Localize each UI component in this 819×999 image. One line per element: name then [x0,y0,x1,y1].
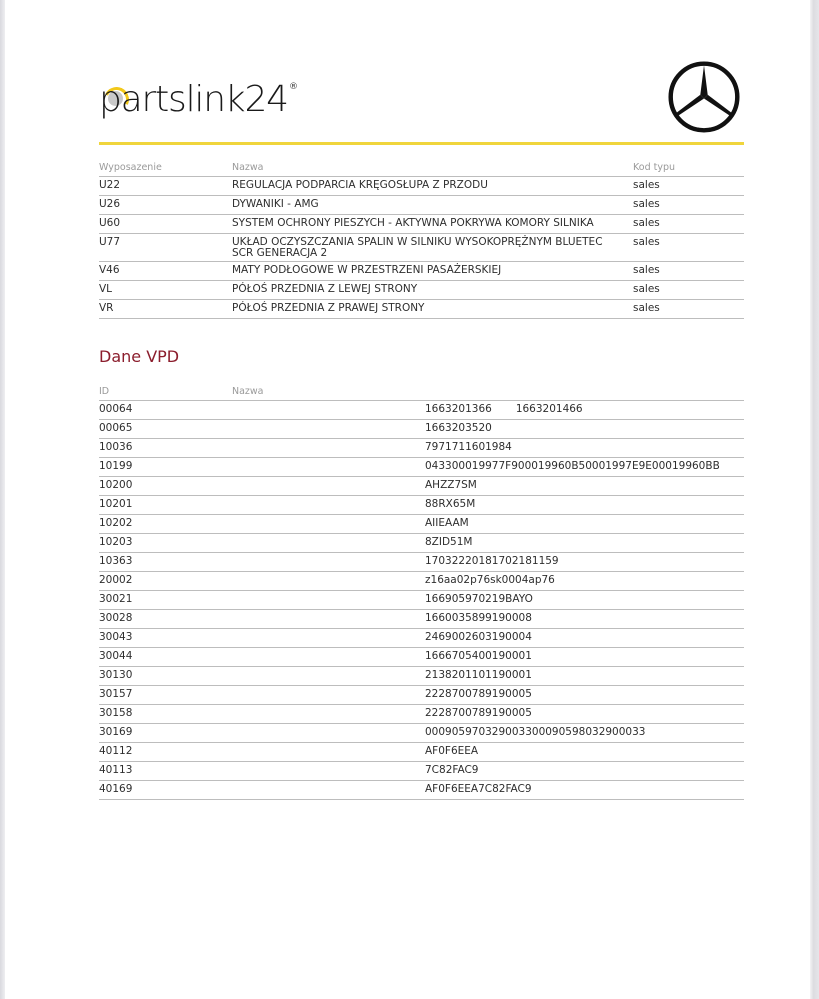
vpd-id: 20002 [99,572,232,591]
header-value [425,382,744,401]
vpd-value-cell [425,572,744,591]
equipment-type: sales [633,281,744,300]
vpd-value-cell [425,610,744,629]
vpd-value-cell [425,762,744,781]
vpd-id: 30043 [99,629,232,648]
table-row [99,781,744,800]
vpd-value: 166905970219BAYO [425,593,533,605]
vpd-name [232,591,425,610]
table-row [99,262,744,281]
vpd-value-cell [425,705,744,724]
vpd-value: 2228700789190005 [425,688,532,700]
vpd-name [232,762,425,781]
header-divider [99,142,744,145]
vpd-name [232,458,425,477]
vpd-table [99,382,744,800]
equipment-type: sales [633,215,744,234]
vpd-id: 30169 [99,724,232,743]
vpd-name [232,648,425,667]
vpd-name [232,496,425,515]
table-row [99,401,744,420]
vpd-id: 30028 [99,610,232,629]
vpd-name [232,667,425,686]
table-row [99,177,744,196]
vpd-value: AIIEAAM [425,517,469,529]
vpd-value-cell [425,420,744,439]
header-type-code: Kod typu [633,158,744,177]
vpd-value-cell [425,648,744,667]
table-row [99,496,744,515]
vpd-value: 2469002603190004 [425,631,532,643]
vpd-name [232,534,425,553]
vpd-value: 2138201101190001 [425,669,532,681]
table-row [99,458,744,477]
vpd-value-cell [425,477,744,496]
vpd-value-cell [425,724,744,743]
vpd-id: 10200 [99,477,232,496]
equipment-type: sales [633,300,744,319]
vpd-value: AF0F6EEA [425,745,479,757]
vpd-value-cell [425,667,744,686]
vpd-value: 2228700789190005 [425,707,532,719]
vpd-value-cell [425,686,744,705]
table-row [99,686,744,705]
equipment-table [99,158,744,319]
equipment-code: U22 [99,177,232,196]
equipment-code: U60 [99,215,232,234]
vpd-value: 1663201366 [425,403,492,415]
vpd-value: z16aa02p76sk0004ap76 [425,574,555,586]
registered-mark: ® [289,82,298,92]
equipment-type: sales [633,262,744,281]
vpd-value-cell [425,439,744,458]
vpd-value-cell [425,496,744,515]
vpd-value: 88RX65M [425,498,476,510]
equipment-name: PÓŁOŚ PRZEDNIA Z PRAWEJ STRONY [232,300,633,319]
table-row [99,591,744,610]
vpd-value-cell [425,515,744,534]
table-row [99,534,744,553]
table-row [99,667,744,686]
vpd-name [232,686,425,705]
equipment-name: DYWANIKI - AMG [232,196,633,215]
table-row [99,477,744,496]
vpd-value: 1666705400190001 [425,650,532,662]
table-row [99,215,744,234]
equipment-name: SYSTEM OCHRONY PIESZYCH - AKTYWNA POKRYWA KOMORY SILNIKA [232,215,633,234]
table-row [99,553,744,572]
vpd-value: AF0F6EEA7C82FAC9 [425,783,532,795]
vpd-header-row [99,382,744,401]
vpd-id: 10363 [99,553,232,572]
vpd-value-cell [425,553,744,572]
equipment-type: sales [633,177,744,196]
vpd-name [232,743,425,762]
vpd-name [232,724,425,743]
page-edge-left [0,0,5,999]
header-id: ID [99,382,232,401]
table-row [99,629,744,648]
vpd-id: 40112 [99,743,232,762]
table-row [99,648,744,667]
vpd-id: 10203 [99,534,232,553]
vpd-name [232,629,425,648]
equipment-code: V46 [99,262,232,281]
header-equipment: Wyposazenie [99,158,232,177]
vpd-section-title: Dane VPD [99,347,180,366]
equipment-name: MATY PODŁOGOWE W PRZESTRZENI PASAŻERSKIEJ [232,262,633,281]
vpd-name [232,705,425,724]
scrollbar[interactable] [810,0,819,999]
vpd-value: 17032220181702181159 [425,555,559,567]
table-row [99,196,744,215]
vpd-id: 30021 [99,591,232,610]
vpd-id: 10202 [99,515,232,534]
vpd-name [232,572,425,591]
equipment-type: sales [633,196,744,215]
equipment-code: VR [99,300,232,319]
vpd-name [232,610,425,629]
header-name: Nazwa [232,382,425,401]
vpd-id: 30158 [99,705,232,724]
vpd-id: 10036 [99,439,232,458]
vpd-id: 10199 [99,458,232,477]
vpd-value: 043300019977F900019960B50001997E9E00019960BB [425,460,720,472]
vpd-value-cell [425,743,744,762]
vpd-id: 00065 [99,420,232,439]
equipment-type: sales [633,234,744,262]
vpd-value: 7971711601984 [425,441,512,453]
vpd-value: AHZZ7SM [425,479,477,491]
vpd-name [232,477,425,496]
vpd-value: 8ZID51M [425,536,473,548]
vpd-value-cell [425,401,744,420]
vpd-name [232,439,425,458]
vpd-value-cell [425,629,744,648]
vpd-value-cell [425,458,744,477]
vpd-id: 40169 [99,781,232,800]
vpd-value: 1663203520 [425,422,492,434]
equipment-name: PÓŁOŚ PRZEDNIA Z LEWEJ STRONY [232,281,633,300]
table-row [99,610,744,629]
vpd-value: 000905970329003300090598032900033 [425,726,646,738]
table-row [99,234,744,262]
vpd-id: 30044 [99,648,232,667]
vpd-name [232,781,425,800]
equipment-name: REGULACJA PODPARCIA KRĘGOSŁUPA Z PRZODU [232,177,633,196]
table-row [99,724,744,743]
equipment-name: UKŁAD OCZYSZCZANIA SPALIN W SILNIKU WYSOKOPRĘŻNYM BLUETEC SCR GENERACJA 2 [232,234,633,262]
equipment-header-row [99,158,744,177]
vpd-value-cell [425,781,744,800]
table-row [99,281,744,300]
mercedes-star-icon [667,60,741,134]
equipment-code: U77 [99,234,232,262]
vpd-id: 40113 [99,762,232,781]
table-row [99,515,744,534]
table-row [99,705,744,724]
table-row [99,762,744,781]
equipment-code: VL [99,281,232,300]
vpd-id: 30130 [99,667,232,686]
table-row [99,743,744,762]
vpd-id: 30157 [99,686,232,705]
vpd-name [232,401,425,420]
vpd-id: 10201 [99,496,232,515]
vpd-name [232,553,425,572]
vpd-value-cell [425,591,744,610]
vpd-name [232,515,425,534]
vpd-value: 7C82FAC9 [425,764,479,776]
partslink24-logo [99,78,319,128]
vpd-value-secondary: 1663201466 [515,403,583,415]
logo-text: partslink24 [99,79,288,120]
table-row [99,572,744,591]
table-row [99,420,744,439]
vpd-name [232,420,425,439]
table-row [99,439,744,458]
equipment-code: U26 [99,196,232,215]
vpd-id: 00064 [99,401,232,420]
header-name: Nazwa [232,158,633,177]
table-row [99,300,744,319]
vpd-value: 1660035899190008 [425,612,532,624]
vpd-value-cell [425,534,744,553]
